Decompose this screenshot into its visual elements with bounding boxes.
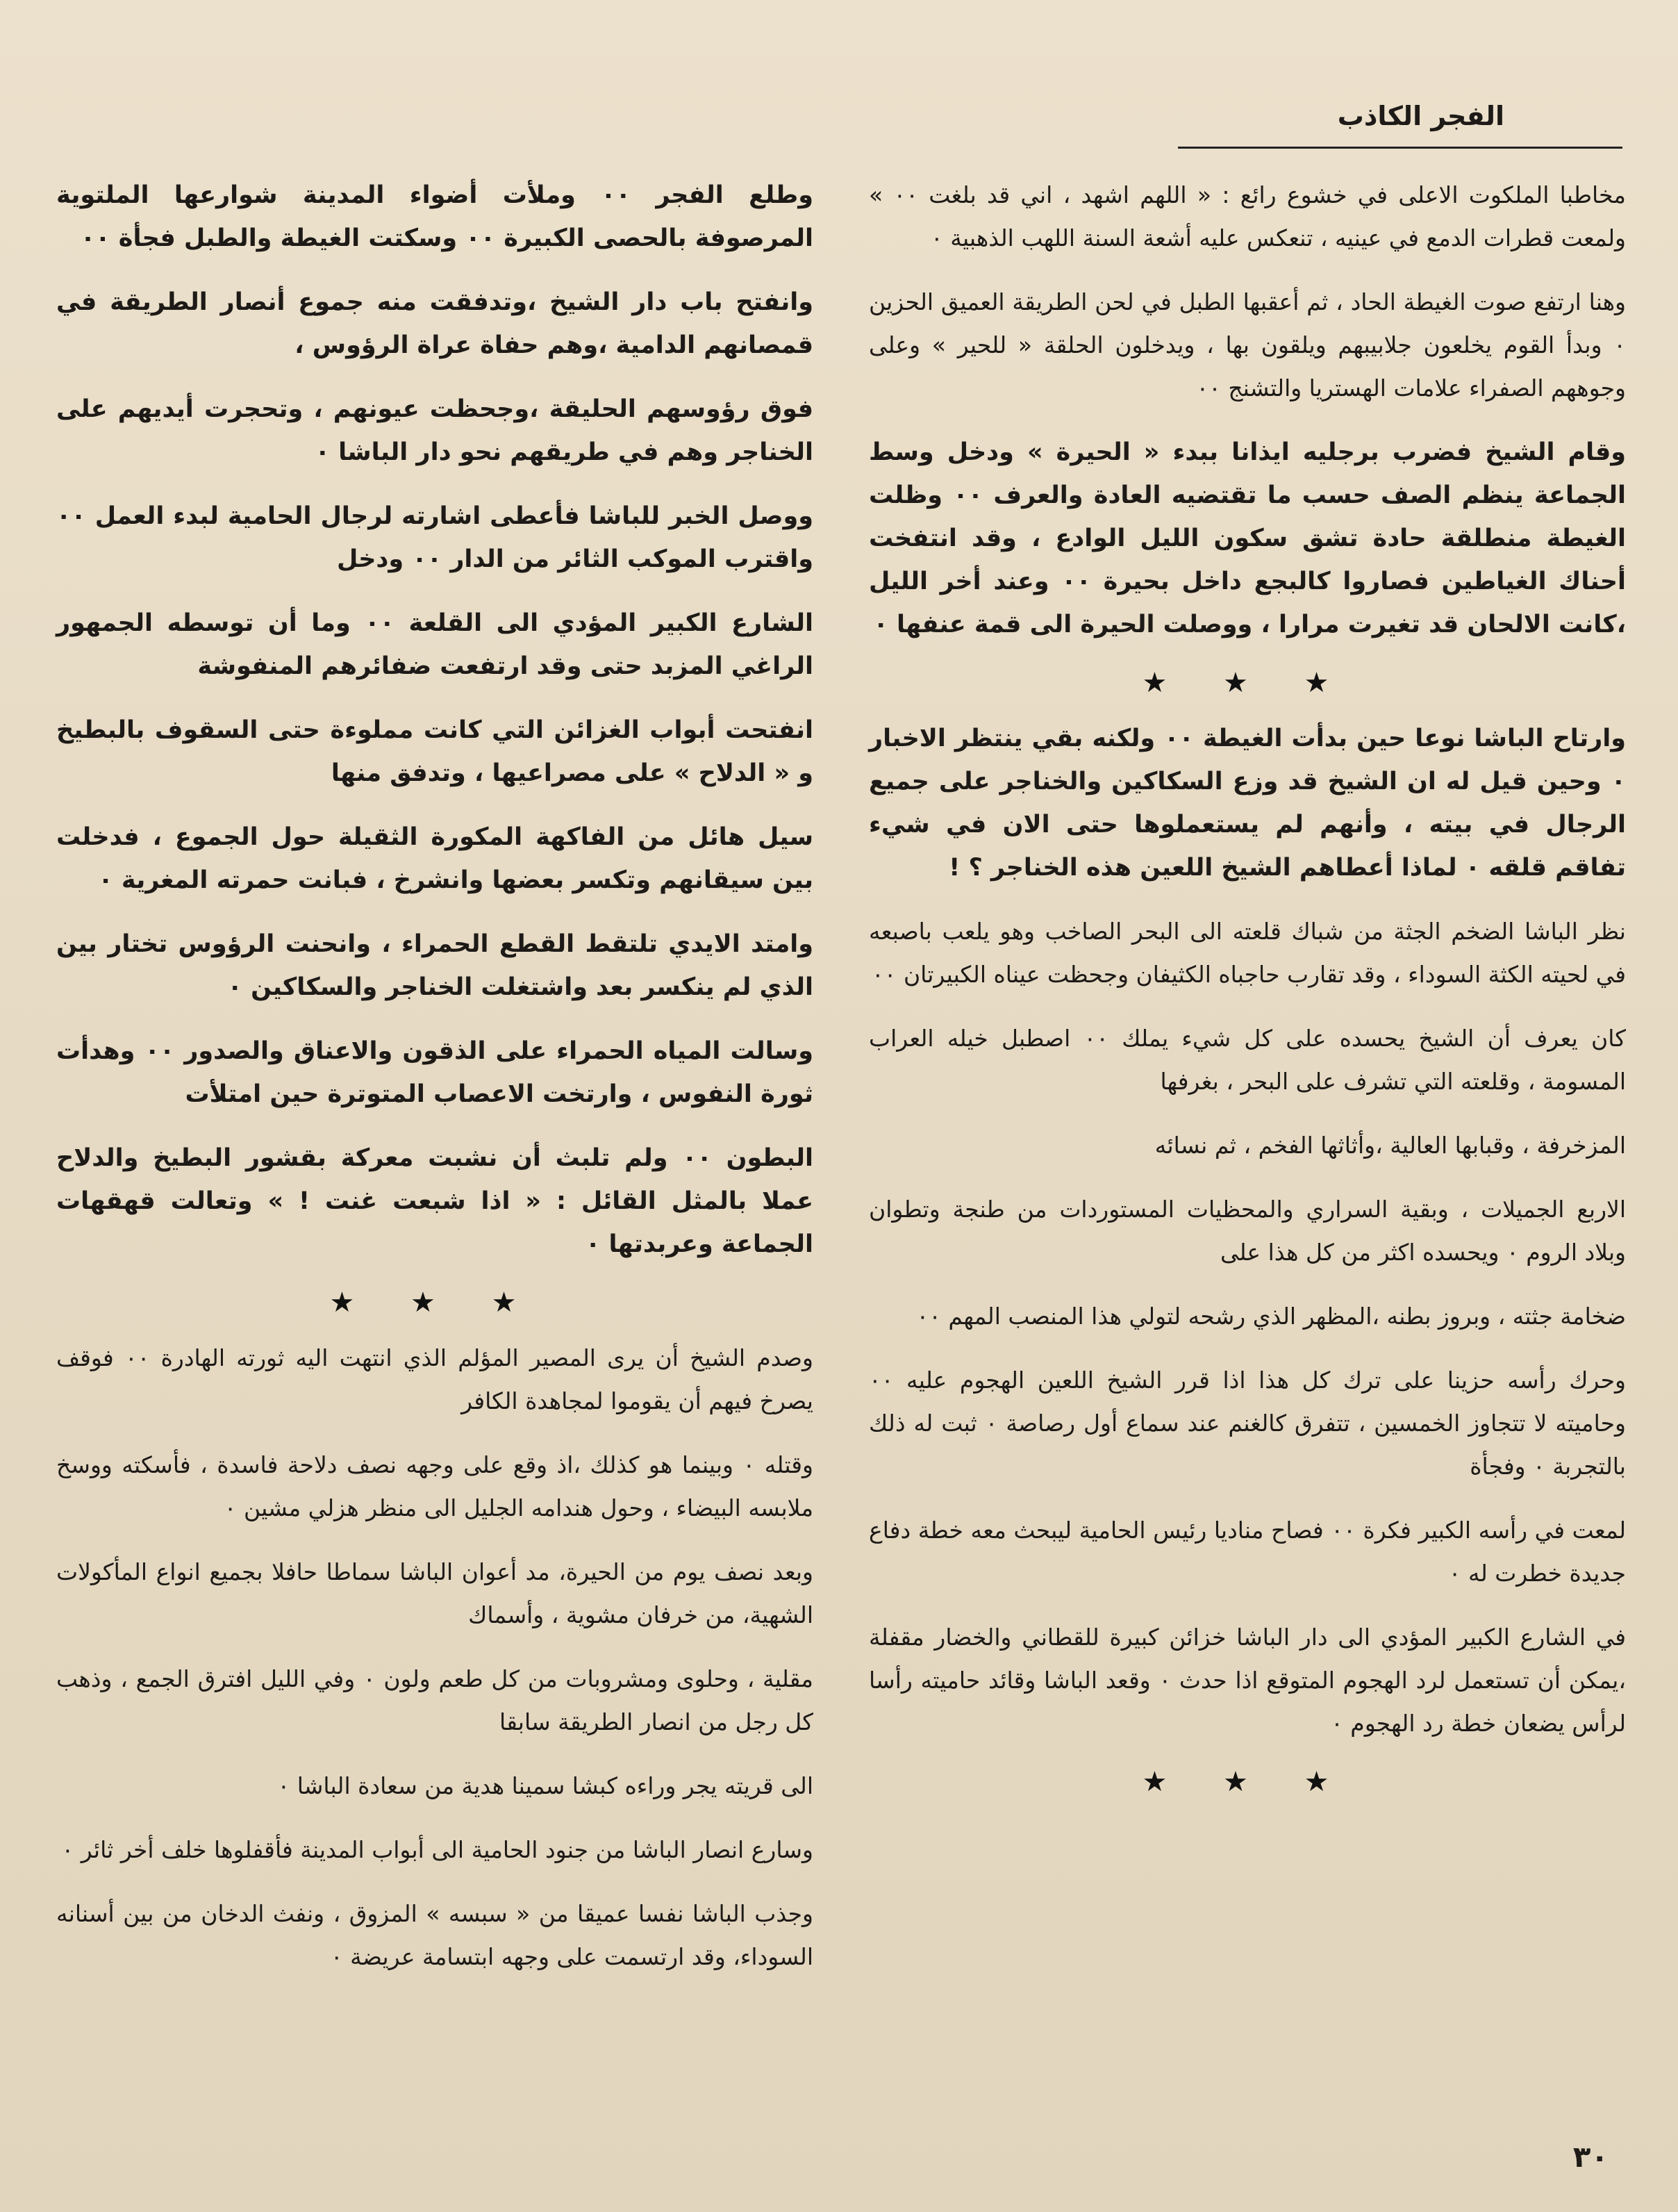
page-number: ٣٠ bbox=[1572, 2140, 1609, 2174]
paragraph: وسارع انصار الباشا من جنود الحامية الى أبواب المدينة فأقفلوها خلف أخر ثائر ٠ bbox=[61, 1836, 813, 1863]
paragraph: نظر الباشا الضخم الجثة من شباك قلعته الى البحر الصاخب وهو يلعب باصبعه في لحيته الكثة السوداء ، وقد تقارب حاجباه الكثيفان وجحظت عيناه الكبيرتان ٠٠ bbox=[869, 918, 1626, 988]
section-divider-stars: ★ ★ ★ bbox=[329, 1287, 540, 1319]
section-divider-stars: ★ ★ ★ bbox=[1142, 667, 1353, 699]
paragraph: ووصل الخبر للباشا فأعطى اشارته لرجال الحامية لبدء العمل ٠٠ واقترب الموكب الثائر من الدار ٠٠ ودخل bbox=[56, 502, 813, 573]
paragraph: وانفتح باب دار الشيخ ،وتدفقت منه جموع أنصار الطريقة في قمصانهم الدامية ،وهم حفاة عراة الرؤوس ، bbox=[56, 288, 813, 359]
paragraph: وقتله ٠ وبينما هو كذلك ،اذ وقع على وجهه نصف دلاحة فاسدة ، فأسكته ووسخ ملابسه البيضاء ، وحول هندامه الجليل الى منظر هزلي مشين ٠ bbox=[56, 1451, 813, 1521]
paragraph: وجذب الباشا نفسا عميقا من « سبسه » المزوق ، ونفث الدخان من بين أسنانه السوداء، وقد ارتسمت على وجهه ابتسامة عريضة ٠ bbox=[56, 1900, 813, 1970]
paragraph: في الشارع الكبير المؤدي الى دار الباشا خزائن كبيرة للقطاني والخضار مقفلة ،يمكن أن تستعمل لرد الهجوم المتوقع اذا حدث ٠ وقعد الباشا وقائد حاميته رأسا لرأس يضعان خطة رد الهجوم ٠ bbox=[869, 1624, 1626, 1737]
right-column bbox=[869, 174, 1626, 1816]
left-column bbox=[56, 174, 813, 1999]
paragraph: وطلع الفجر ٠٠ وملأت أضواء المدينة شوارعها الملتوية المرصوفة بالحصى الكبيرة ٠٠ وسكتت الغيطة والطبل فجأة ٠٠ bbox=[56, 181, 813, 252]
paragraph: انفتحت أبواب الغزائن التي كانت مملوءة حتى السقوف بالبطيخ و « الدلاح » على مصراعيها ، وتدفق منها bbox=[56, 716, 813, 787]
header-rule bbox=[1178, 147, 1622, 149]
paragraph: مقلية ، وحلوى ومشروبات من كل طعم ولون ٠ وفي الليل افترق الجمع ، وذهب كل رجل من انصار الطريقة سابقا bbox=[56, 1665, 813, 1735]
paragraph: البطون ٠٠ ولم تلبث أن نشبت معركة بقشور البطيخ والدلاح عملا بالمثل القائل : « اذا شبعت غنت ! » وتعالت قهقهات الجماعة وعربدتها ٠ bbox=[56, 1144, 813, 1258]
paragraph: ضخامة جثته ، وبروز بطنه ،المظهر الذي رشحه لتولي هذا المنصب المهم ٠٠ bbox=[916, 1303, 1626, 1330]
paragraph: المزخرفة ، وقبابها العالية ،وأثاثها الفخم ، ثم نسائه bbox=[1154, 1132, 1626, 1159]
section-divider-stars: ★ ★ ★ bbox=[1142, 1766, 1353, 1798]
page-title: الفجر الكاذب bbox=[1337, 101, 1504, 131]
paragraph: لمعت في رأسه الكبير فكرة ٠٠ فصاح مناديا رئيس الحامية ليبحث معه خطة دفاع جديدة خطرت له ٠ bbox=[869, 1517, 1626, 1587]
paragraph: سيل هائل من الفاكهة المكورة الثقيلة حول الجموع ، فدخلت بين سيقانهم وتكسر بعضها وانشرخ ، فبانت حمرته المغرية ٠ bbox=[56, 823, 813, 894]
paragraph: وهنا ارتفع صوت الغيطة الحاد ، ثم أعقبها الطبل في لحن الطريقة العميق الحزين ٠ وبدأ القوم يخلعون جلابيبهم ويلقون بها ، ويدخلون الحلقة « للحير » وعلى وجوههم الصفراء علامات الهستريا والتشنج ٠٠ bbox=[869, 288, 1626, 402]
paragraph: الشارع الكبير المؤدي الى القلعة ٠٠ وما أن توسطه الجمهور الراغي المزبد حتى وقد ارتفعت ضفائرهم المنفوشة bbox=[56, 609, 813, 680]
page-header bbox=[1136, 101, 1622, 149]
paragraph: وحرك رأسه حزينا على ترك كل هذا اذا قرر الشيخ اللعين الهجوم عليه ٠٠ وحاميته لا تتجاوز الخمسين ، تتفرق كالغنم عند سماع أول رصاصة ٠ ثبت له ذلك بالتجربة ٠ وفجأة bbox=[869, 1367, 1626, 1480]
paragraph: الى قريته يجر وراءه كبشا سمينا هدية من سعادة الباشا ٠ bbox=[277, 1772, 813, 1799]
paragraph: مخاطبا الملكوت الاعلى في خشوع رائع : « اللهم اشهد ، اني قد بلغت ٠٠ » ولمعت قطرات الدمع في عينيه ، تنعكس عليه أشعة السنة اللهب الذهبية ٠ bbox=[869, 181, 1626, 251]
paragraph: وصدم الشيخ أن يرى المصير المؤلم الذي انتهت اليه ثورته الهادرة ٠٠ فوقف يصرخ فيهم أن يقوموا لمجاهدة الكافر bbox=[56, 1344, 813, 1414]
paragraph: الاربع الجميلات ، وبقية السراري والمحظيات المستوردات من طنجة وتطوان وبلاد الروم ٠ ويحسده اكثر من كل هذا على bbox=[869, 1196, 1626, 1266]
paragraph: وقام الشيخ فضرب برجليه ايذانا ببدء « الحيرة » ودخل وسط الجماعة ينظم الصف حسب ما تقتضيه العادة والعرف ٠٠ وظلت الغيطة منطلقة حادة تشق سكون الليل الوادع ، وقد انتفخت أحناك الغياطين فصاروا كالبجع داخل بحيرة ٠٠ وعند أخر الليل ،كانت الالحان قد تغيرت مرارا ، ووصلت الحيرة الى قمة عنفها ٠ bbox=[869, 438, 1627, 638]
paragraph: وبعد نصف يوم من الحيرة، مد أعوان الباشا سماطا حافلا بجميع انواع المأكولات الشهية، من خرفان مشوية ، وأسماك bbox=[56, 1558, 813, 1628]
paragraph: وسالت المياه الحمراء على الذقون والاعناق والصدور ٠٠ وهدأت ثورة النفوس ، وارتخت الاعصاب المتوترة حين امتلأت bbox=[56, 1037, 814, 1108]
paragraph: وامتد الايدي تلتقط القطع الحمراء ، وانحنت الرؤوس تختار بين الذي لم ينكسر بعد واشتغلت الخناجر والسكاكين ٠ bbox=[56, 930, 813, 1001]
paragraph: فوق رؤوسهم الحليقة ،وجحظت عيونهم ، وتحجرت أيديهم على الخناجر وهم في طريقهم نحو دار الباشا ٠ bbox=[56, 395, 813, 466]
paragraph: وارتاح الباشا نوعا حين بدأت الغيطة ٠٠ ولكنه بقي ينتظر الاخبار ٠ وحين قيل له ان الشيخ قد وزع السكاكين والخناجر على جميع الرجال في بيته ، وأنهم لم يستعملوها حتى الان في شيء تفاقم قلقه ٠ لماذا أعطاهم الشيخ اللعين هذه الخناجر ؟ ! bbox=[869, 725, 1626, 882]
paragraph: كان يعرف أن الشيخ يحسده على كل شيء يملك ٠٠ اصطبل خيله العراب المسومة ، وقلعته التي تشرف على البحر ، بغرفها bbox=[869, 1025, 1626, 1095]
